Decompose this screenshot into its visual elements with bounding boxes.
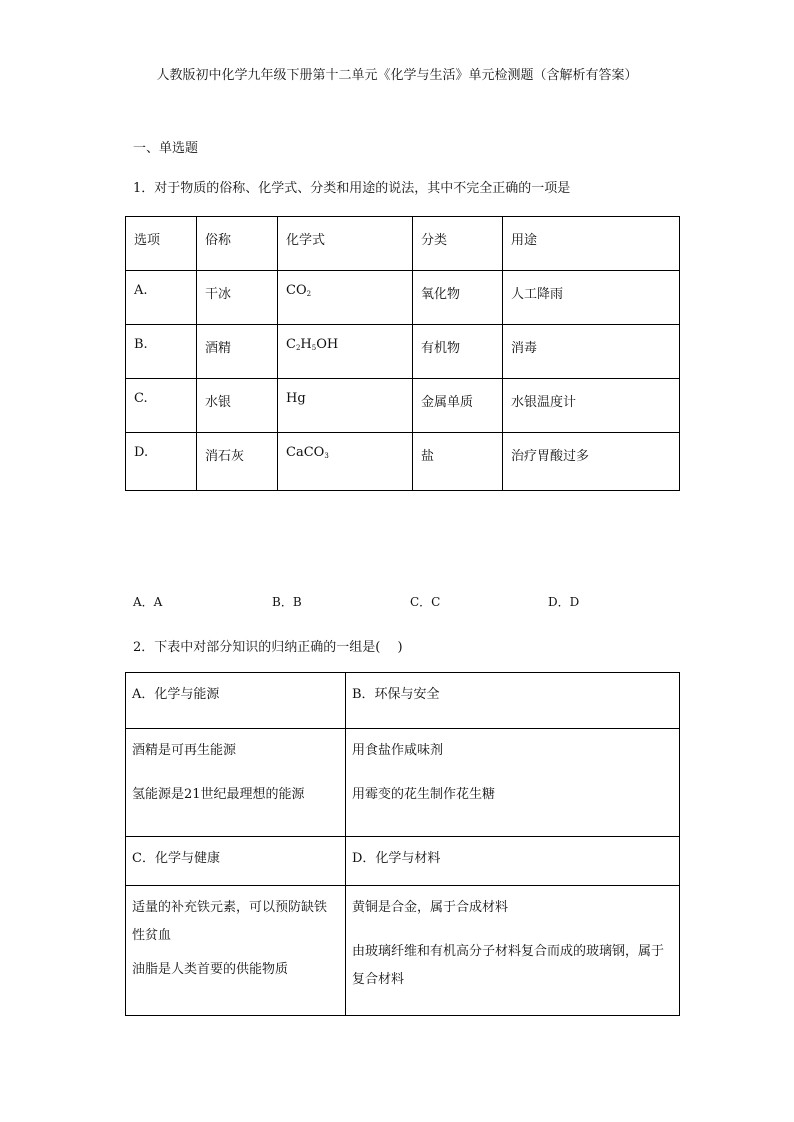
header-formula: 化学式 bbox=[278, 217, 413, 271]
cell-c-content bbox=[126, 886, 346, 1016]
cell-b-heading: B．环保与安全 bbox=[346, 673, 680, 729]
row-formula: $CO_2$ bbox=[278, 271, 413, 325]
header-common-name: 俗称 bbox=[197, 217, 278, 271]
row-formula: $C_2H_5OH$ bbox=[278, 325, 413, 379]
row-name: 酒精 bbox=[197, 325, 278, 379]
header-use: 用途 bbox=[503, 217, 680, 271]
choice-b[interactable]: B．B bbox=[272, 595, 302, 609]
row-category: 有机物 bbox=[413, 325, 503, 379]
cell-c-line-1: 适量的补充铁元素，可以预防缺铁性贫血 bbox=[132, 900, 328, 943]
cell-a-line-2: 氢能源是21世纪最理想的能源 bbox=[132, 787, 305, 802]
row-use: 水银温度计 bbox=[503, 379, 680, 433]
row-category: 氧化物 bbox=[413, 271, 503, 325]
row-category: 金属单质 bbox=[413, 379, 503, 433]
row-option: C. bbox=[126, 379, 197, 433]
choice-a[interactable]: A．A bbox=[133, 595, 163, 609]
row-option: B. bbox=[126, 325, 197, 379]
cell-d-line-2: 由玻璃纤维和有机高分子材料复合而成的玻璃钢，属于复合材料 bbox=[352, 944, 665, 987]
row-option: D. bbox=[126, 433, 197, 491]
table-row bbox=[126, 673, 680, 729]
choice-c[interactable]: C．C bbox=[410, 595, 441, 609]
question-1-stem: 1．对于物质的俗称、化学式、分类和用途的说法，其中不完全正确的一项是 bbox=[133, 181, 571, 196]
cell-b-content bbox=[346, 729, 680, 837]
cell-d-heading: D．化学与材料 bbox=[346, 837, 680, 886]
cell-c-heading: C．化学与健康 bbox=[126, 837, 346, 886]
cell-a-heading: A．化学与能源 bbox=[126, 673, 346, 729]
section-title: 一、单选题 bbox=[133, 141, 199, 156]
row-name: 消石灰 bbox=[197, 433, 278, 491]
row-option: A. bbox=[126, 271, 197, 325]
table-row bbox=[126, 379, 680, 433]
row-category: 盐 bbox=[413, 433, 503, 491]
cell-a-line-1: 酒精是可再生能源 bbox=[132, 743, 237, 758]
row-formula: Hg bbox=[278, 379, 413, 433]
row-use: 消毒 bbox=[503, 325, 680, 379]
cell-d-line-1: 黄铜是合金，属于合成材料 bbox=[352, 900, 509, 915]
document-title: 人教版初中化学九年级下册第十二单元《化学与生活》单元检测题（含解析有答案） bbox=[156, 68, 638, 83]
question-2-table bbox=[125, 672, 680, 1016]
cell-b-line-2: 用霉变的花生制作花生糖 bbox=[352, 787, 496, 802]
table-row bbox=[126, 271, 680, 325]
row-use: 人工降雨 bbox=[503, 271, 680, 325]
header-option: 选项 bbox=[126, 217, 197, 271]
table-row bbox=[126, 729, 680, 837]
row-formula: CaCO$_3$ bbox=[278, 433, 413, 491]
header-category: 分类 bbox=[413, 217, 503, 271]
table-header-row bbox=[126, 217, 680, 271]
row-name: 水银 bbox=[197, 379, 278, 433]
question-2-stem: 2．下表中对部分知识的归纳正确的一组是( ) bbox=[133, 640, 403, 655]
cell-d-content bbox=[346, 886, 680, 1016]
cell-b-line-1: 用食盐作咸味剂 bbox=[352, 743, 444, 758]
table-row bbox=[126, 325, 680, 379]
row-use: 治疗胃酸过多 bbox=[503, 433, 680, 491]
cell-c-line-2: 油脂是人类首要的供能物质 bbox=[132, 962, 289, 977]
row-name: 干冰 bbox=[197, 271, 278, 325]
table-row bbox=[126, 837, 680, 886]
cell-a-content bbox=[126, 729, 346, 837]
question-1-table bbox=[125, 216, 680, 491]
table-row bbox=[126, 433, 680, 491]
table-row bbox=[126, 886, 680, 1016]
choice-d[interactable]: D．D bbox=[548, 595, 580, 609]
